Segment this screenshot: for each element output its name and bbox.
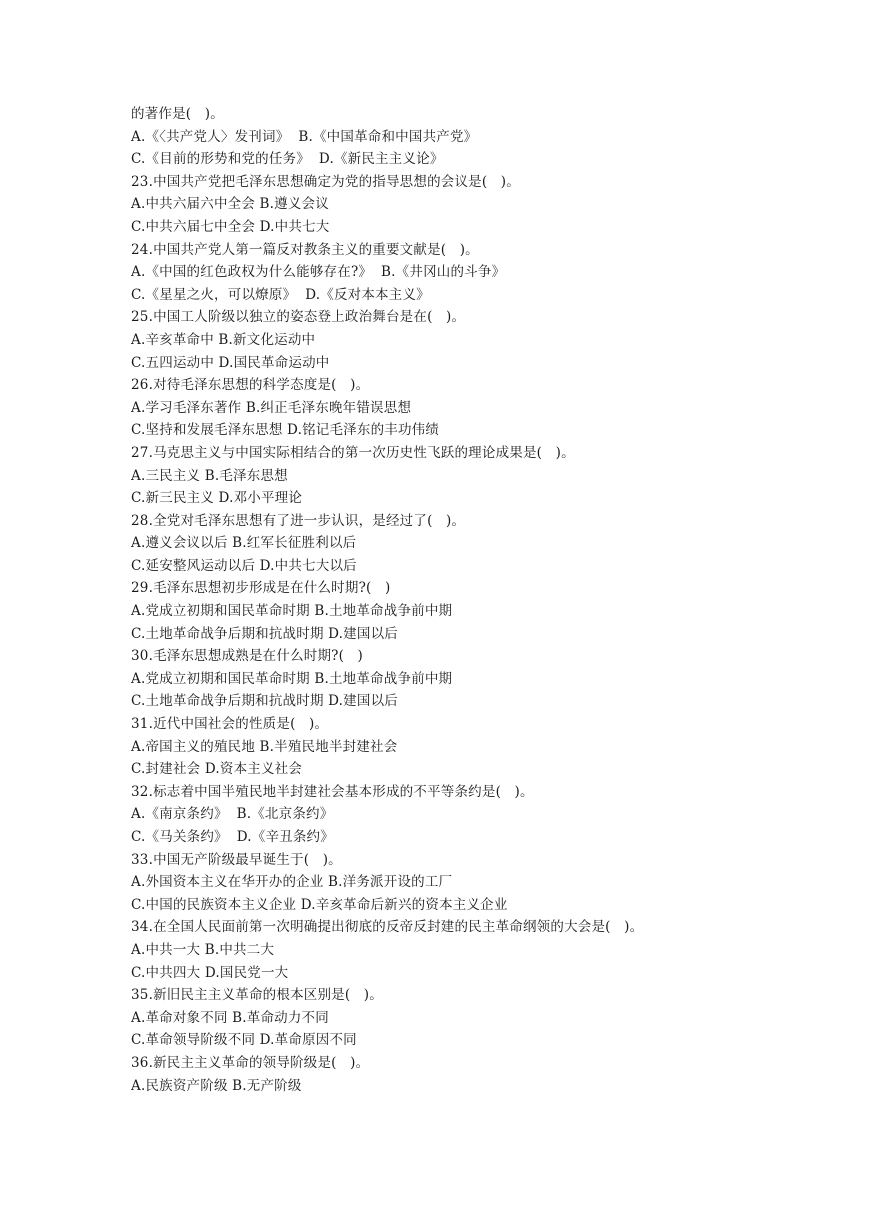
text-line: A.学习毛泽东著作 B.纠正毛泽东晚年错误思想	[131, 399, 412, 416]
text-line: C.封建社会 D.资本主义社会	[131, 761, 303, 778]
text-line: 32.标志着中国半殖民地半封建社会基本形成的不平等条约是( )。	[131, 783, 534, 800]
text-line: A.革命对象不同 B.革命动力不同	[131, 1009, 329, 1026]
text-line: 24.中国共产党人第一篇反对教条主义的重要文献是( )。	[131, 241, 479, 258]
text-line: A.帝国主义的殖民地 B.半殖民地半封建社会	[131, 738, 398, 755]
text-line: C.中国的民族资本主义企业 D.辛亥革命后新兴的资本主义企业	[131, 896, 508, 913]
text-line: A.外国资本主义在华开办的企业 B.洋务派开设的工厂	[131, 874, 453, 891]
text-line: C.土地革命战争后期和抗战时期 D.建国以后	[131, 625, 398, 642]
text-line: C.延安整风运动以后 D.中共七大以后	[131, 557, 357, 574]
text-line: A.《〈共产党人〉发刊词》 B.《中国革命和中国共产党》	[131, 128, 478, 145]
text-line: C.新三民主义 D.邓小平理论	[131, 490, 303, 507]
text-line: 35.新旧民主主义革命的根本区别是( )。	[131, 987, 383, 1004]
text-line: C.《星星之火，可以燎原》 D.《反对本本主义》	[131, 286, 430, 303]
text-line: 31.近代中国社会的性质是( )。	[131, 716, 329, 733]
text-line: A.三民主义 B.毛泽东思想	[131, 467, 288, 484]
text-line: C.《目前的形势和党的任务》 D.《新民主主义论》	[131, 151, 444, 168]
text-line: C.坚持和发展毛泽东思想 D.铭记毛泽东的丰功伟绩	[131, 422, 440, 439]
text-line: C.革命领导阶级不同 D.革命原因不同	[131, 1032, 357, 1049]
text-line: 33.中国无产阶级最早诞生于( )。	[131, 851, 342, 868]
text-line: A.遵义会议以后 B.红军长征胜利以后	[131, 535, 357, 552]
text-line: C.《马关条约》 D.《辛丑条约》	[131, 829, 334, 845]
text-line: A.辛亥革命中 B.新文化运动中	[131, 331, 316, 348]
text-line: A.民族资产阶级 B.无产阶级	[131, 1077, 302, 1094]
text-line: C.土地革命战争后期和抗战时期 D.建国以后	[131, 693, 398, 710]
text-line: 23.中国共产党把毛泽东思想确定为党的指导思想的会议是( )。	[131, 173, 520, 190]
text-line: 28.全党对毛泽东思想有了进一步认识，是经过了( )。	[131, 512, 466, 529]
text-line: C.中共四大 D.国民党一大	[131, 964, 289, 981]
text-line: A.党成立初期和国民革命时期 B.土地革命战争前中期	[131, 603, 453, 620]
text-line: 27.马克思主义与中国实际相结合的第一次历史性飞跃的理论成果是( )。	[131, 444, 575, 461]
text-line: A.《南京条约》 B.《北京条约》	[131, 806, 334, 823]
text-line: 30.毛泽东思想成熟是在什么时期?( )	[131, 648, 364, 665]
text-line: A.党成立初期和国民革命时期 B.土地革命战争前中期	[131, 670, 453, 687]
text-line: C.五四运动中 D.国民革命运动中	[131, 354, 330, 371]
text-line: 29.毛泽东思想初步形成是在什么时期?( )	[131, 580, 391, 597]
text-line: 26.对待毛泽东思想的科学态度是( )。	[131, 377, 370, 394]
text-line: A.中共一大 B.中共二大	[131, 941, 275, 958]
text-line: 34.在全国人民面前第一次明确提出彻底的反帝反封建的民主革命纲领的大会是( )。	[131, 919, 644, 936]
text-line: 的著作是( )。	[131, 106, 224, 122]
text-line: C.中共六届七中全会 D.中共七大	[131, 218, 330, 235]
text-line: 25.中国工人阶级以独立的姿态登上政治舞台是在( )。	[131, 309, 466, 326]
question-list	[131, 103, 831, 1097]
text-line: 36.新民主主义革命的领导阶级是( )。	[131, 1054, 370, 1071]
text-line: A.中共六届六中全会 B.遵义会议	[131, 196, 329, 213]
text-line: A.《中国的红色政权为什么能够存在?》 B.《井冈山的斗争》	[131, 264, 506, 281]
